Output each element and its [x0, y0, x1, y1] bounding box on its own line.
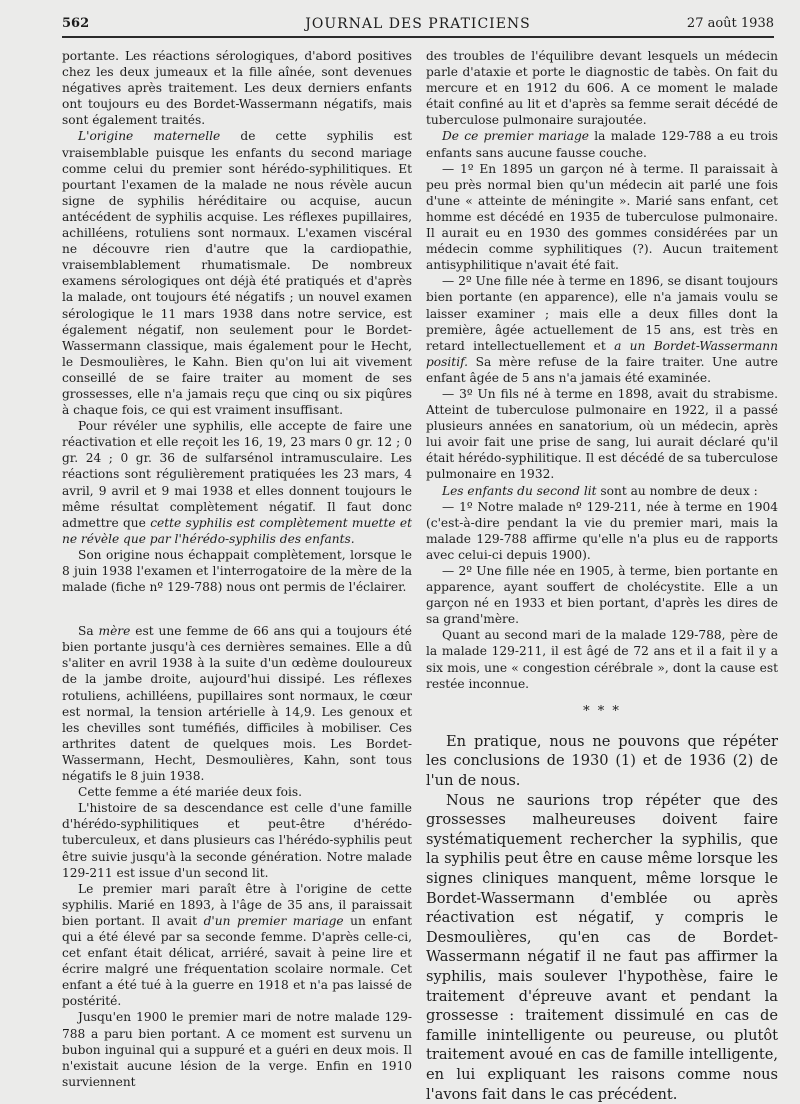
- paragraph: Cette femme a été mariée deux fois.: [78, 785, 303, 800]
- paragraph-text: sont au nombre de deux :: [596, 483, 758, 498]
- paragraph: [62, 128, 412, 418]
- paragraph-text: de cette syphilis est vraisemblable puisque les enfants du second mariage comme celui du premier sont hérédo-syphilitiques. Et pourtant l'examen de la malade ne nous révèle aucun signe de syphilis héréditaire ou acquise, aucun antécédent de syphilis acquise. Les réflexes pupillaires, achilléens, rotuliens sont normaux. L'examen viscéral ne découvre rien d'autre que la cardiopathie, vraisemblablement rhumatismale. De nombreux examens sérologiques ont déjà été pratiqués et d'après la malade, ont toujours été négatifs ; un nouvel examen sérologique le 11 mars 1938 dans notre service, est également négatif, non seulement pour le Bordet-Wassermann classique, mais également pour le Hecht, le Desmoulières, le Kahn. Bien qu'on lui ait vivement conseillé de se faire traiter au moment de ses grossesses, elle n'a jamais reçu que cinq ou six piqûres à chaque fois, ce qui est vraiment insuffisant.: [62, 129, 412, 418]
- emphasis: mère: [98, 624, 131, 639]
- emphasis: L'origine maternelle: [78, 129, 221, 144]
- paragraph: Quant au second mari de la malade 129-788, père de la malade 129-211, il est âgé de 72 ans et il a fait il y a six mois, une « congestion cérébrale », dont la cause est restée inconnue.: [426, 628, 778, 691]
- journal-title: JOURNAL DES PRATICIENS: [305, 16, 531, 32]
- paragraph: — 3º Un fils né à terme en 1898, avait du strabisme. Atteint de tuberculose pulmonaire en 1922, il a passé plusieurs années en sanatorium, où un médecin, après lui avoir fait une prise de sang, lui aurait déclaré qu'il était hérédo-syphilitique. Il est décédé de sa tuberculose pulmonaire en 1932.: [426, 386, 778, 482]
- paragraph: [426, 128, 778, 160]
- left-column: [62, 48, 412, 1090]
- paragraph: des troubles de l'équilibre devant lesquels un médecin parle d'ataxie et porte le diagnostic de tabès. On fait du mercure et en 1912 du 606. A ce moment le malade était confiné au lit et d'après sa femme serait décédé de tuberculose pulmonaire surajoutée.: [426, 49, 778, 128]
- paragraph: Son origine nous échappait complètement, lorsque le 8 juin 1938 l'examen et l'interrogatoire de la mère de la malade (fiche nº 129-788) nous ont permis de l'éclairer.: [62, 547, 412, 595]
- paragraph: — 2º Une fille née en 1905, à terme, bien portante en apparence, ayant souffert de cholécystite. Elle a un garçon né en 1933 et bien portant, d'après les dires de sa grand'mère.: [426, 564, 778, 627]
- paragraph: L'histoire de sa descendance est celle d'une famille d'hérédo-syphilitiques et peut-être d'hérédo-tuberculeux, et dans plusieurs cas l'hérédo-syphilis peut être suivie jusqu'à la seconde génération. Notre malade 129-211 est issue d'un second lit.: [62, 801, 412, 880]
- page-header: [62, 10, 774, 38]
- emphasis: Les enfants du second lit: [442, 483, 597, 498]
- paragraph-text: la malade 129-788 a eu trois enfants sans aucune fausse couche.: [426, 129, 779, 160]
- section-gap: [62, 595, 412, 623]
- issue-date: 27 août 1938: [686, 16, 774, 31]
- paragraph: [426, 483, 778, 499]
- paragraph-text: Le premier mari paraît être à l'origine de cette syphilis. Marié en 1893, à l'âge de 35 ans, il paraissait bien portant. Il avait: [62, 881, 412, 928]
- page-number: 562: [62, 16, 90, 31]
- paragraph-text: un enfant qui a été élevé par sa seconde femme. D'après celle-ci, cet enfant était délicat, arriéré, savait à peine lire et écrire malgré une fréquentation scolaire normale. Cet enfant a été tué à la guerre en 1918 et n'a pas laissé de postérité.: [62, 913, 412, 1009]
- conclusion: [426, 732, 778, 1104]
- paragraph-text: Sa mère refuse de la faire traiter. Une autre enfant âgée de 5 ans n'a jamais été examinée.: [426, 354, 778, 385]
- paragraph-text: Pour révéler une syphilis, elle accepte de faire une réactivation et elle reçoit les 16, 19, 23 mars 0 gr. 12 ; 0 gr. 24 ; 0 gr. 36 de sulfarsénol intramusculaire. Les réactions sont régulièrement pratiquées les 23 mars, 4 avril, 9 avril et 9 mai 1938 et elles donnent toujours le même résultat complètement négatif. Il faut donc admettre que: [62, 419, 412, 530]
- emphasis: cette syphilis est complètement muette et ne révèle que par l'hérédo-syphilis des enfants.: [62, 515, 412, 546]
- paragraph: Nous ne saurions trop répéter que des grossesses malheureuses doivent faire systématiquement rechercher la syphilis, que la syphilis peut être en cause même lorsque les signes cliniques manquent, même lorsque le Bordet-Wassermann d'emblée ou après réactivation est négatif, y compris le Desmoulières, qu'en cas de Bordet-Wassermann négatif il ne faut pas affirmer la syphilis, mais soulever l'hypothèse, faire le traitement d'épreuve avant et pendant la grossesse : traitement dissimulé en cas de famille inintelligente ou peureuse, ou plutôt traitement avoué en cas de famille intelligente, en lui expliquant les raisons comme nous l'avons fait dans le cas précédent.: [426, 791, 778, 1103]
- paragraph: portante. Les réactions sérologiques, d'abord positives chez les deux jumeaux et la fille aînée, sont devenues négatives après traitement. Les deux derniers enfants ont toujours eu des Bordet-Wassermann négatifs, mais sont également traités.: [62, 49, 412, 128]
- emphasis: a un Bordet-Wassermann positif.: [426, 338, 778, 369]
- section-separator: * * *: [583, 703, 621, 719]
- paragraph: Jusqu'en 1900 le premier mari de notre malade 129-788 a paru bien portant. A ce moment est survenu un bubon inguinal qui a suppuré et a guéri en deux mois. Il n'existait aucune lésion de la verge. Enfin en 1910 surviennent: [62, 1010, 412, 1089]
- right-column: [426, 48, 778, 1104]
- emphasis: De ce premier mariage: [442, 129, 590, 144]
- paragraph: [62, 418, 412, 547]
- paragraph-text: Sa: [78, 624, 99, 639]
- paragraph: — 1º Notre malade nº 129-211, née à terme en 1904 (c'est-à-dire pendant la vie du premier mari, mais la malade 129-788 affirme qu'elle n'a plus eu de rapports avec celui-ci depuis 1900).: [426, 499, 778, 562]
- paragraph: [62, 881, 412, 1010]
- paragraph-text: — 2º Une fille née à terme en 1896, se disant toujours bien portante (en apparence), elle n'a jamais voulu se laisser examiner ; mais elle a deux filles dont la première, âgée actuellement de 15 ans, est très en retard intellectuellement et: [426, 274, 778, 353]
- paragraph-text: est une femme de 66 ans qui a toujours été bien portante jusqu'à ces dernières semaines. Elle a dû s'aliter en avril 1938 à la suite d'un œdème douloureux de la jambe droite, aujourd'hui dissipé. Les réflexes rotuliens, achilléens, pupillaires sont normaux, le cœur est normal, la tension artérielle à 14,9. Les genoux et les chevilles sont tuméfiés, difficiles à mobiliser. Ces arthrites datent de quelques mois. Les Bordet-Wassermann, Hecht, Desmoulières, Kahn, sont tous négatifs le 8 juin 1938.: [62, 624, 412, 784]
- paragraph: — 1º En 1895 un garçon né à terme. Il paraissait à peu près normal bien qu'un médecin ait parlé une fois d'une « atteinte de méningite ». Marié sans enfant, cet homme est décédé en 1935 de tuberculose pulmonaire. Il aurait eu en 1930 des gommes considérées par un médecin comme syphilitiques (?). Aucun traitement antisyphilitique n'avait été fait.: [426, 161, 778, 273]
- paragraph: [62, 623, 412, 784]
- paragraph: En pratique, nous ne pouvons que répéter les conclusions de 1930 (1) et de 1936 (2) de l'un de nous.: [426, 732, 778, 790]
- emphasis: d'un premier mariage: [203, 913, 344, 928]
- paragraph: [426, 273, 778, 386]
